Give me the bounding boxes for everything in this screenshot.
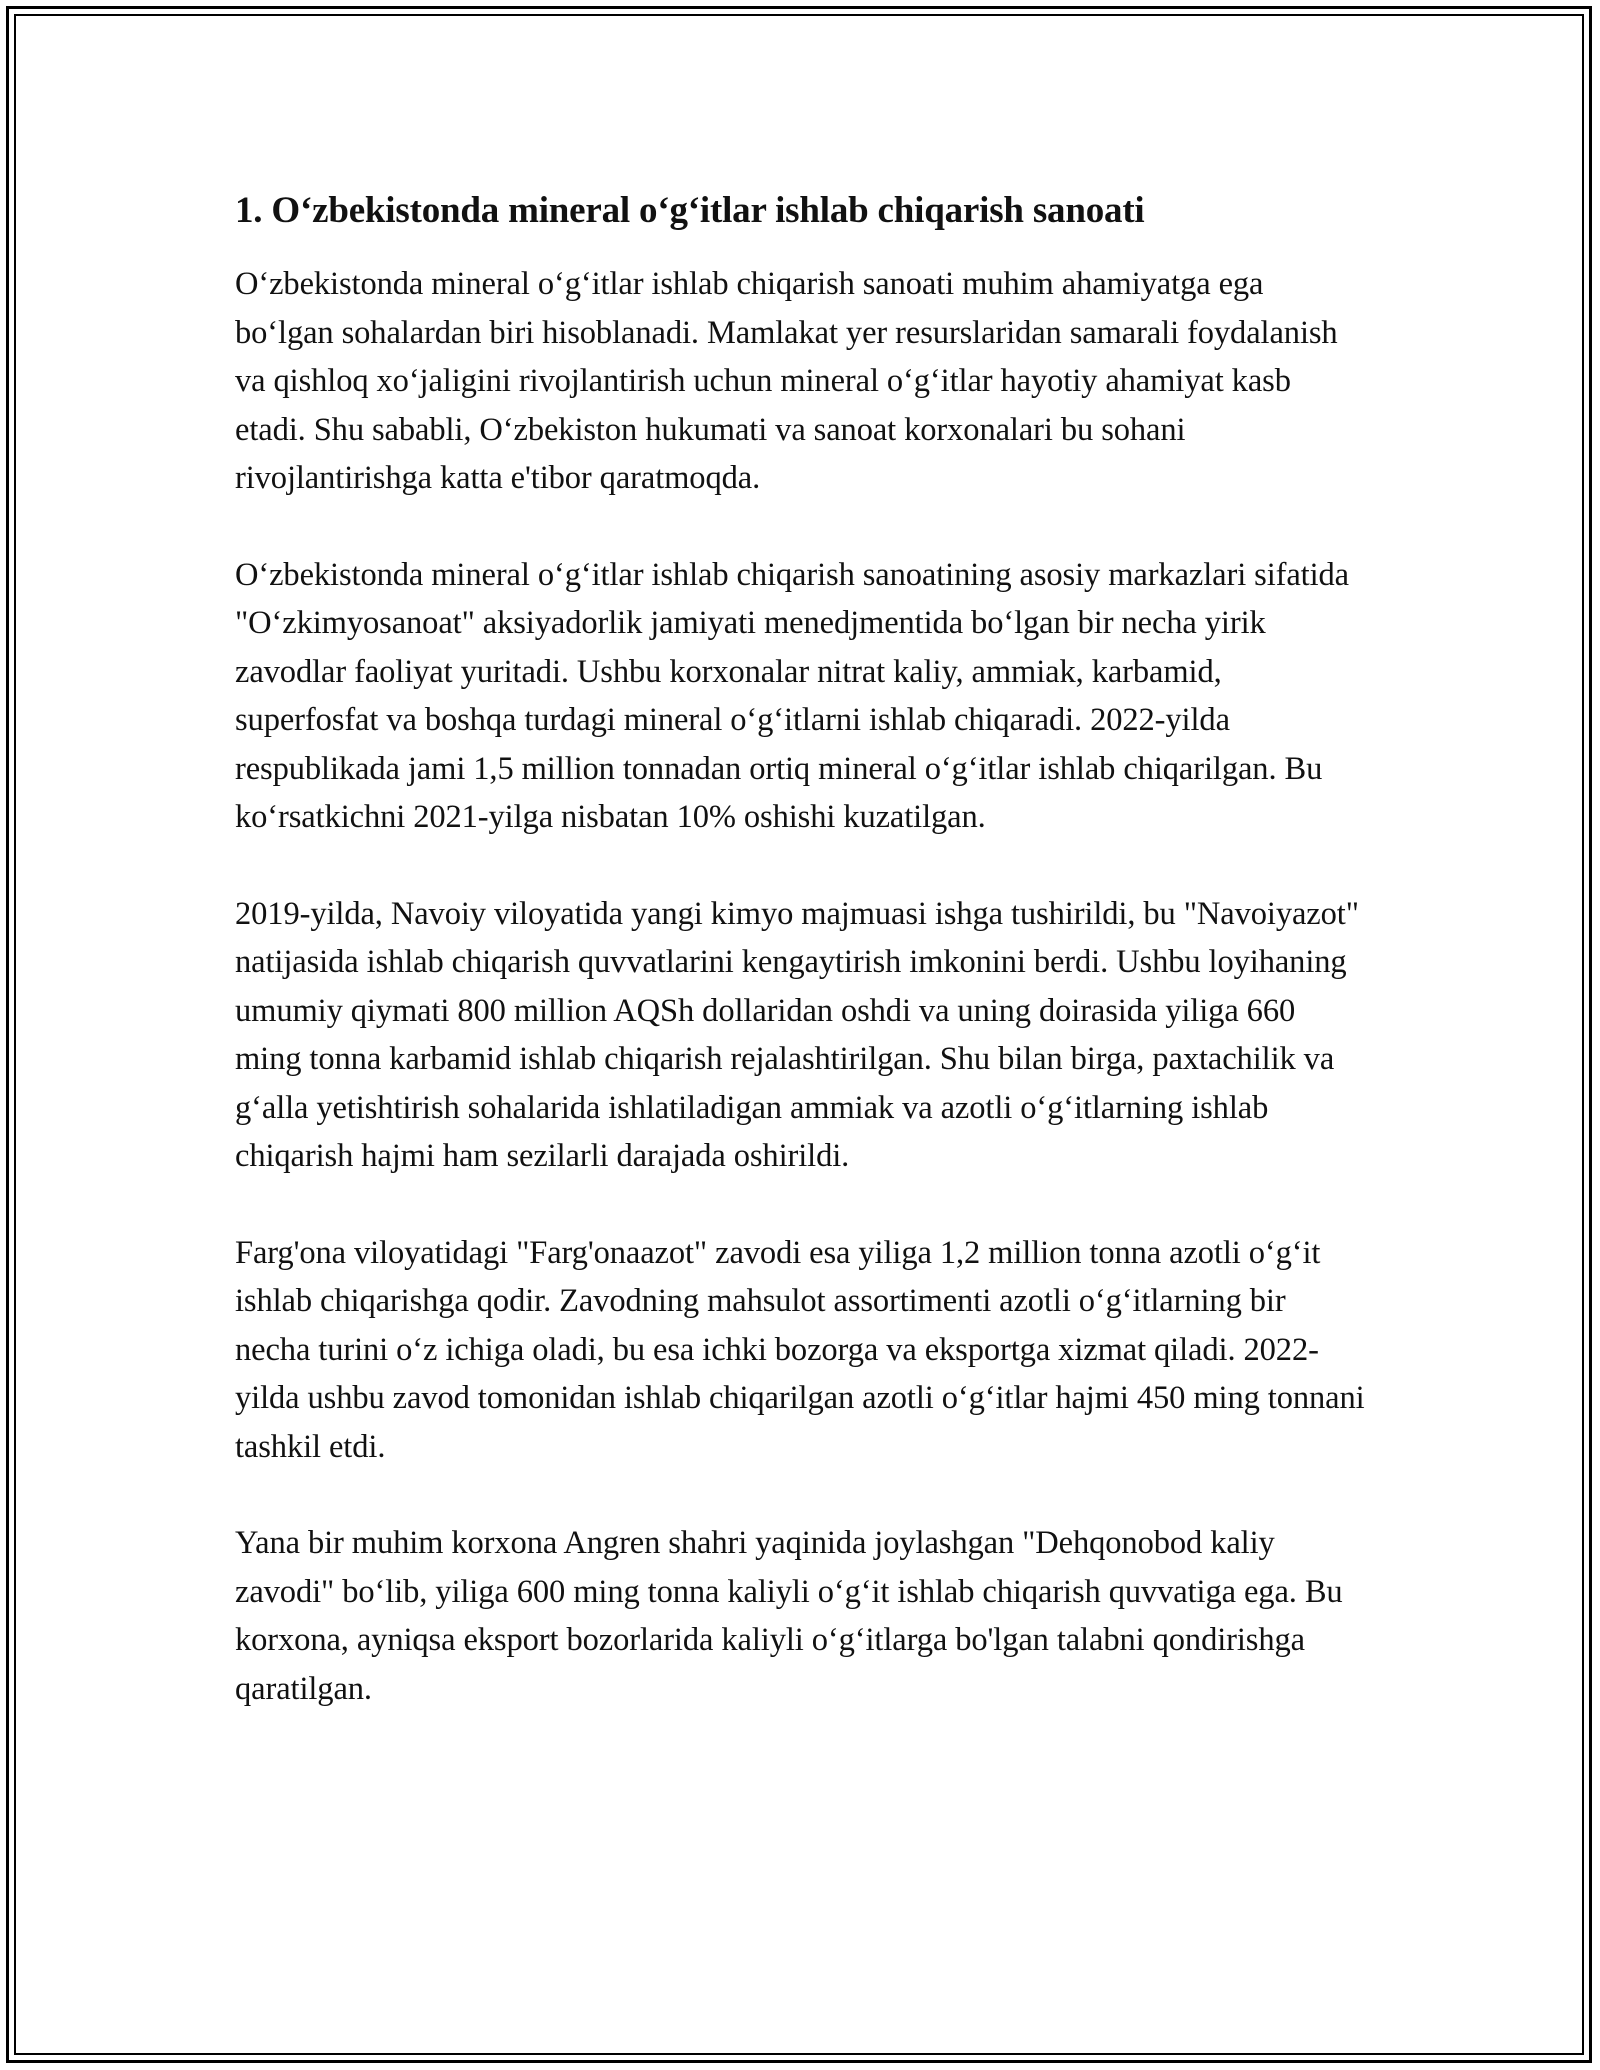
document-body <box>235 188 1365 1761</box>
section-heading: 1. O‘zbekistonda mineral o‘g‘itlar ishlab chiqarish sanoati <box>235 190 1145 231</box>
paragraph-intro: O‘zbekistonda mineral o‘g‘itlar ishlab chiqarish sanoati muhim ahamiyatga ega bo‘lgan sohalardan biri hisoblanadi. Mamlakat yer resurslaridan samarali foydalanish va qishloq xo‘jaligini rivojlantirish uchun mineral o‘g‘itlar hayotiy ahamiyat kasb etadi. Shu sababli, O‘zbekiston hukumati va sanoat korxonalari bu sohani rivojlantirishga katta e'tibor qaratmoqda. <box>235 266 1338 496</box>
paragraph-production-centers: O‘zbekistonda mineral o‘g‘itlar ishlab chiqarish sanoatining asosiy markazlari sifatida "O‘zkimyosanoat" aksiyadorlik jamiyati menedjmentida bo‘lgan bir necha yirik zavodlar faoliyat yuritadi. Ushbu korxonalar nitrat kaliy, ammiak, karbamid, superfosfat va boshqa turdagi mineral o‘g‘itlarni ishlab chiqaradi. 2022-yilda respublikada jami 1,5 million tonnadan ortiq mineral o‘g‘itlar ishlab chiqarilgan. Bu ko‘rsatkichni 2021-yilga nisbatan 10% oshishi kuzatilgan. <box>235 556 1350 835</box>
paragraph-fargonaazot: Farg'ona viloyatidagi "Farg'onaazot" zavodi esa yiliga 1,2 million tonna azotli o‘g‘it ishlab chiqarishga qodir. Zavodning mahsulot assortimenti azotli o‘g‘itlarning bir necha turini o‘z ichiga oladi, bu esa ichki bozorga va eksportga xizmat qiladi. 2022-yilda ushbu zavod tomonidan ishlab chiqarilgan azotli o‘g‘itlar hajmi 450 ming tonnani tashkil etdi. <box>235 1234 1365 1465</box>
paragraph-navoiyazot: 2019-yilda, Navoiy viloyatida yangi kimyo majmuasi ishga tushirildi, bu "Navoiyazot" natijasida ishlab chiqarish quvvatlarini kengaytirish imkonini berdi. Ushbu loyihaning umumiy qiymati 800 million AQSh dollaridan oshdi va uning doirasida yiliga 660 ming tonna karbamid ishlab chiqarish rejalashtirilgan. Shu bilan birga, paxtachilik va g‘alla yetishtirish sohalarida ishlatiladigan ammiak va azotli o‘g‘itlarning ishlab chiqarish hajmi ham sezilarli darajada oshirildi. <box>235 895 1359 1174</box>
paragraph-dehqonobod: Yana bir muhim korxona Angren shahri yaqinida joylashgan "Dehqonobod kaliy zavodi" bo‘lib, yiliga 600 ming tonna kaliyli o‘g‘it ishlab chiqarish quvvatiga ega. Bu korxona, ayniqsa eksport bozorlarida kaliyli o‘g‘itlarga bo'lgan talabni qondirishga qaratilgan. <box>235 1525 1343 1707</box>
